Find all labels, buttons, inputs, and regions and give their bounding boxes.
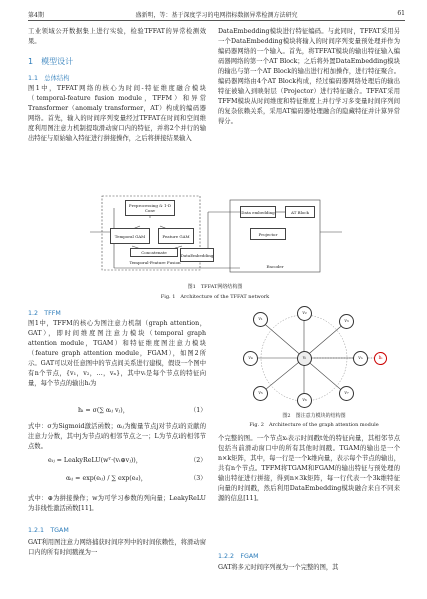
figure-2: [238, 306, 388, 408]
issue-number: 第4期: [28, 12, 44, 19]
section-1-2-heading: 1.2 TFFM: [28, 310, 61, 317]
figure-2-caption-en: Fig. 2 Architecture of the graph attention module: [249, 422, 379, 428]
figure-1-caption-cn: 图1 TFFAT网络结构图: [187, 284, 243, 290]
section-1-2-1-paragraph: GAT利用图注意力网络捕获时间序列中的时间依赖性，将滑动窗口内的所有时间戳视为一: [28, 539, 206, 557]
section-1-2-1-heading: 1.2.1 TGAM: [28, 527, 69, 534]
figure-1: [80, 188, 350, 276]
data-embedding-block: DataEmbedding: [180, 248, 214, 262]
temporal-gam-block: Temporal GAM: [110, 228, 150, 244]
output-node: hᵢ: [374, 352, 387, 365]
page-header: [28, 8, 405, 21]
projector-block: Projector: [250, 228, 286, 240]
center-node: vᵢ: [297, 351, 312, 366]
section-1-1-paragraph: 图1中，TFFAT网络的核心为时间-特征维度融合模块（temporal-feature fusion module，TFFM）和异常Transformer（anomaly transformer，AT）构成的编码器网络。首先，输入的时间序列变量经过TFFAT在时间和空间维度利用图注意力机制提取滑动窗口内的特征，并将2个并行的输出特征与原始输入特征进行拼接操作，之后将拼接结果输入: [28, 85, 206, 143]
encoder-label: Encoder: [266, 264, 284, 269]
graph-node: v₅: [253, 386, 268, 401]
equation-1-explanation: 式中：σ为Sigmoid激活函数；αᵢⱼ为衡量节点j对节点i的贡献的注意力分数，其中j为节点i的相邻节点之一；L为节点i的相邻节点数。: [28, 423, 206, 451]
section-1-heading: 1 模型设计: [28, 57, 74, 66]
graph-node: v₁: [253, 312, 268, 327]
page-number: 61: [397, 10, 405, 17]
intro-paragraph: 工业领域公开数据集上进行实验，检验TFFAT的异常检测效果。: [28, 28, 206, 46]
section-1-2-2-paragraph: GAT将多元时间序列视为一个完整的图，其: [218, 564, 339, 571]
graph-node: v₂: [297, 306, 312, 321]
equation-3: αᵢⱼ = exp(eᵢⱼ) / ∑ exp(eᵢₗ)，: [66, 475, 148, 482]
equation-2-number: （2）: [190, 457, 207, 464]
graph-node: v₃: [339, 314, 354, 329]
preprocessing-block: Preprocessing & 1-D Conv: [125, 200, 175, 216]
at-block: AT Block: [285, 206, 315, 218]
equation-3-explanation: 式中：⊕为拼接操作；w为可学习参数的列向量；LeakyReLU为非线性激活函数[11]。: [28, 495, 206, 513]
equation-3-number: （3）: [190, 475, 207, 482]
graph-node: v₇: [339, 386, 354, 401]
section-1-2-1-continued-paragraph: 个完整的图。一个节点xₜ表示时间戳t处的特征向量，其相邻节点包括当前滑动窗口中的所有其他时间戳。TGAM的输出是一个n×k矩阵，其中，每一行是一个k维向量，表示每个节点的输出，共有n个节点。TFFM将TGAM和FGAM的输出特征与预处理的输出特征进行拼接，得到n×3k矩阵，每一行代表一个3k维特征向量的时间戳，然后利用DataEmbedding模块融合来自不同来源的信息[11]。: [218, 435, 400, 503]
graph-node: v₆: [297, 393, 312, 408]
graph-node: vₙ: [353, 351, 368, 366]
right-column-paragraph: DataEmbedding模块进行特征编码。与此同时，TFFAT采用另一个DataEmbedding模块将输入的时间序列变量预处理并作为编码器网络的一个输入。首先，将TFFAT模块的输出特征输入编码器网络的第一个AT Block；之后将外置DataEmbedding模块的输出与第一个AT Block的输出进行相加操作，进行特征聚合。编码器网络由4个AT Block构成，经过编码器网络处理后的输出特征被输入到映射层（Projector）进行特征融合。TFFAT采用TFFM模块从时间维度和特征维度上并行学习多变量时间序列间的复杂依赖关系，采用AT编码器处理融合的隐藏特征并计算异常得分。: [218, 28, 400, 126]
tffm-label: Temporal-Feature Fusion: [129, 260, 181, 265]
data-embedding-2-block: Data embedding: [240, 206, 276, 218]
equation-2: eᵢⱼ = LeakyReLU(wᵀ·(vᵢ⊕vⱼ))，: [48, 457, 143, 464]
figure-1-caption-en: Fig. 1 Architecture of the TFFAT network: [160, 294, 270, 300]
concatenate-block: Concatenate: [130, 248, 178, 257]
section-1-2-paragraph: 图1中，TFFM的核心为图注意力机制（graph attention，GAT），即时间维度图注意力模块（temporal graph attention module，TGAM）和特征维度图注意力模块（feature graph attention module，FGAM），如图2所示。GAT可以对任意图中的节点间关系进行建模，假设一个图中有n个节点，{v₁，v₂，…，vₙ}，其中vᵢ是每个节点的特征向量，每个节点的输出hᵢ为: [28, 320, 209, 388]
equation-1: hᵢ = σ(∑ αᵢⱼ vⱼ)，: [78, 407, 130, 414]
equation-1-number: （1）: [190, 407, 207, 414]
section-1-2-2-heading: 1.2.2 FGAM: [218, 553, 259, 560]
section-1-1-heading: 1.1 总体结构: [28, 75, 70, 82]
figure-2-caption-cn: 图2 图注意力模块的结构图: [282, 413, 346, 419]
graph-node: v₄: [243, 351, 258, 366]
running-title: 盛新明，等：基于深度学习的电网指标数据异常检测方法研究: [135, 12, 298, 19]
feature-gam-block: Feature GAM: [158, 228, 194, 244]
